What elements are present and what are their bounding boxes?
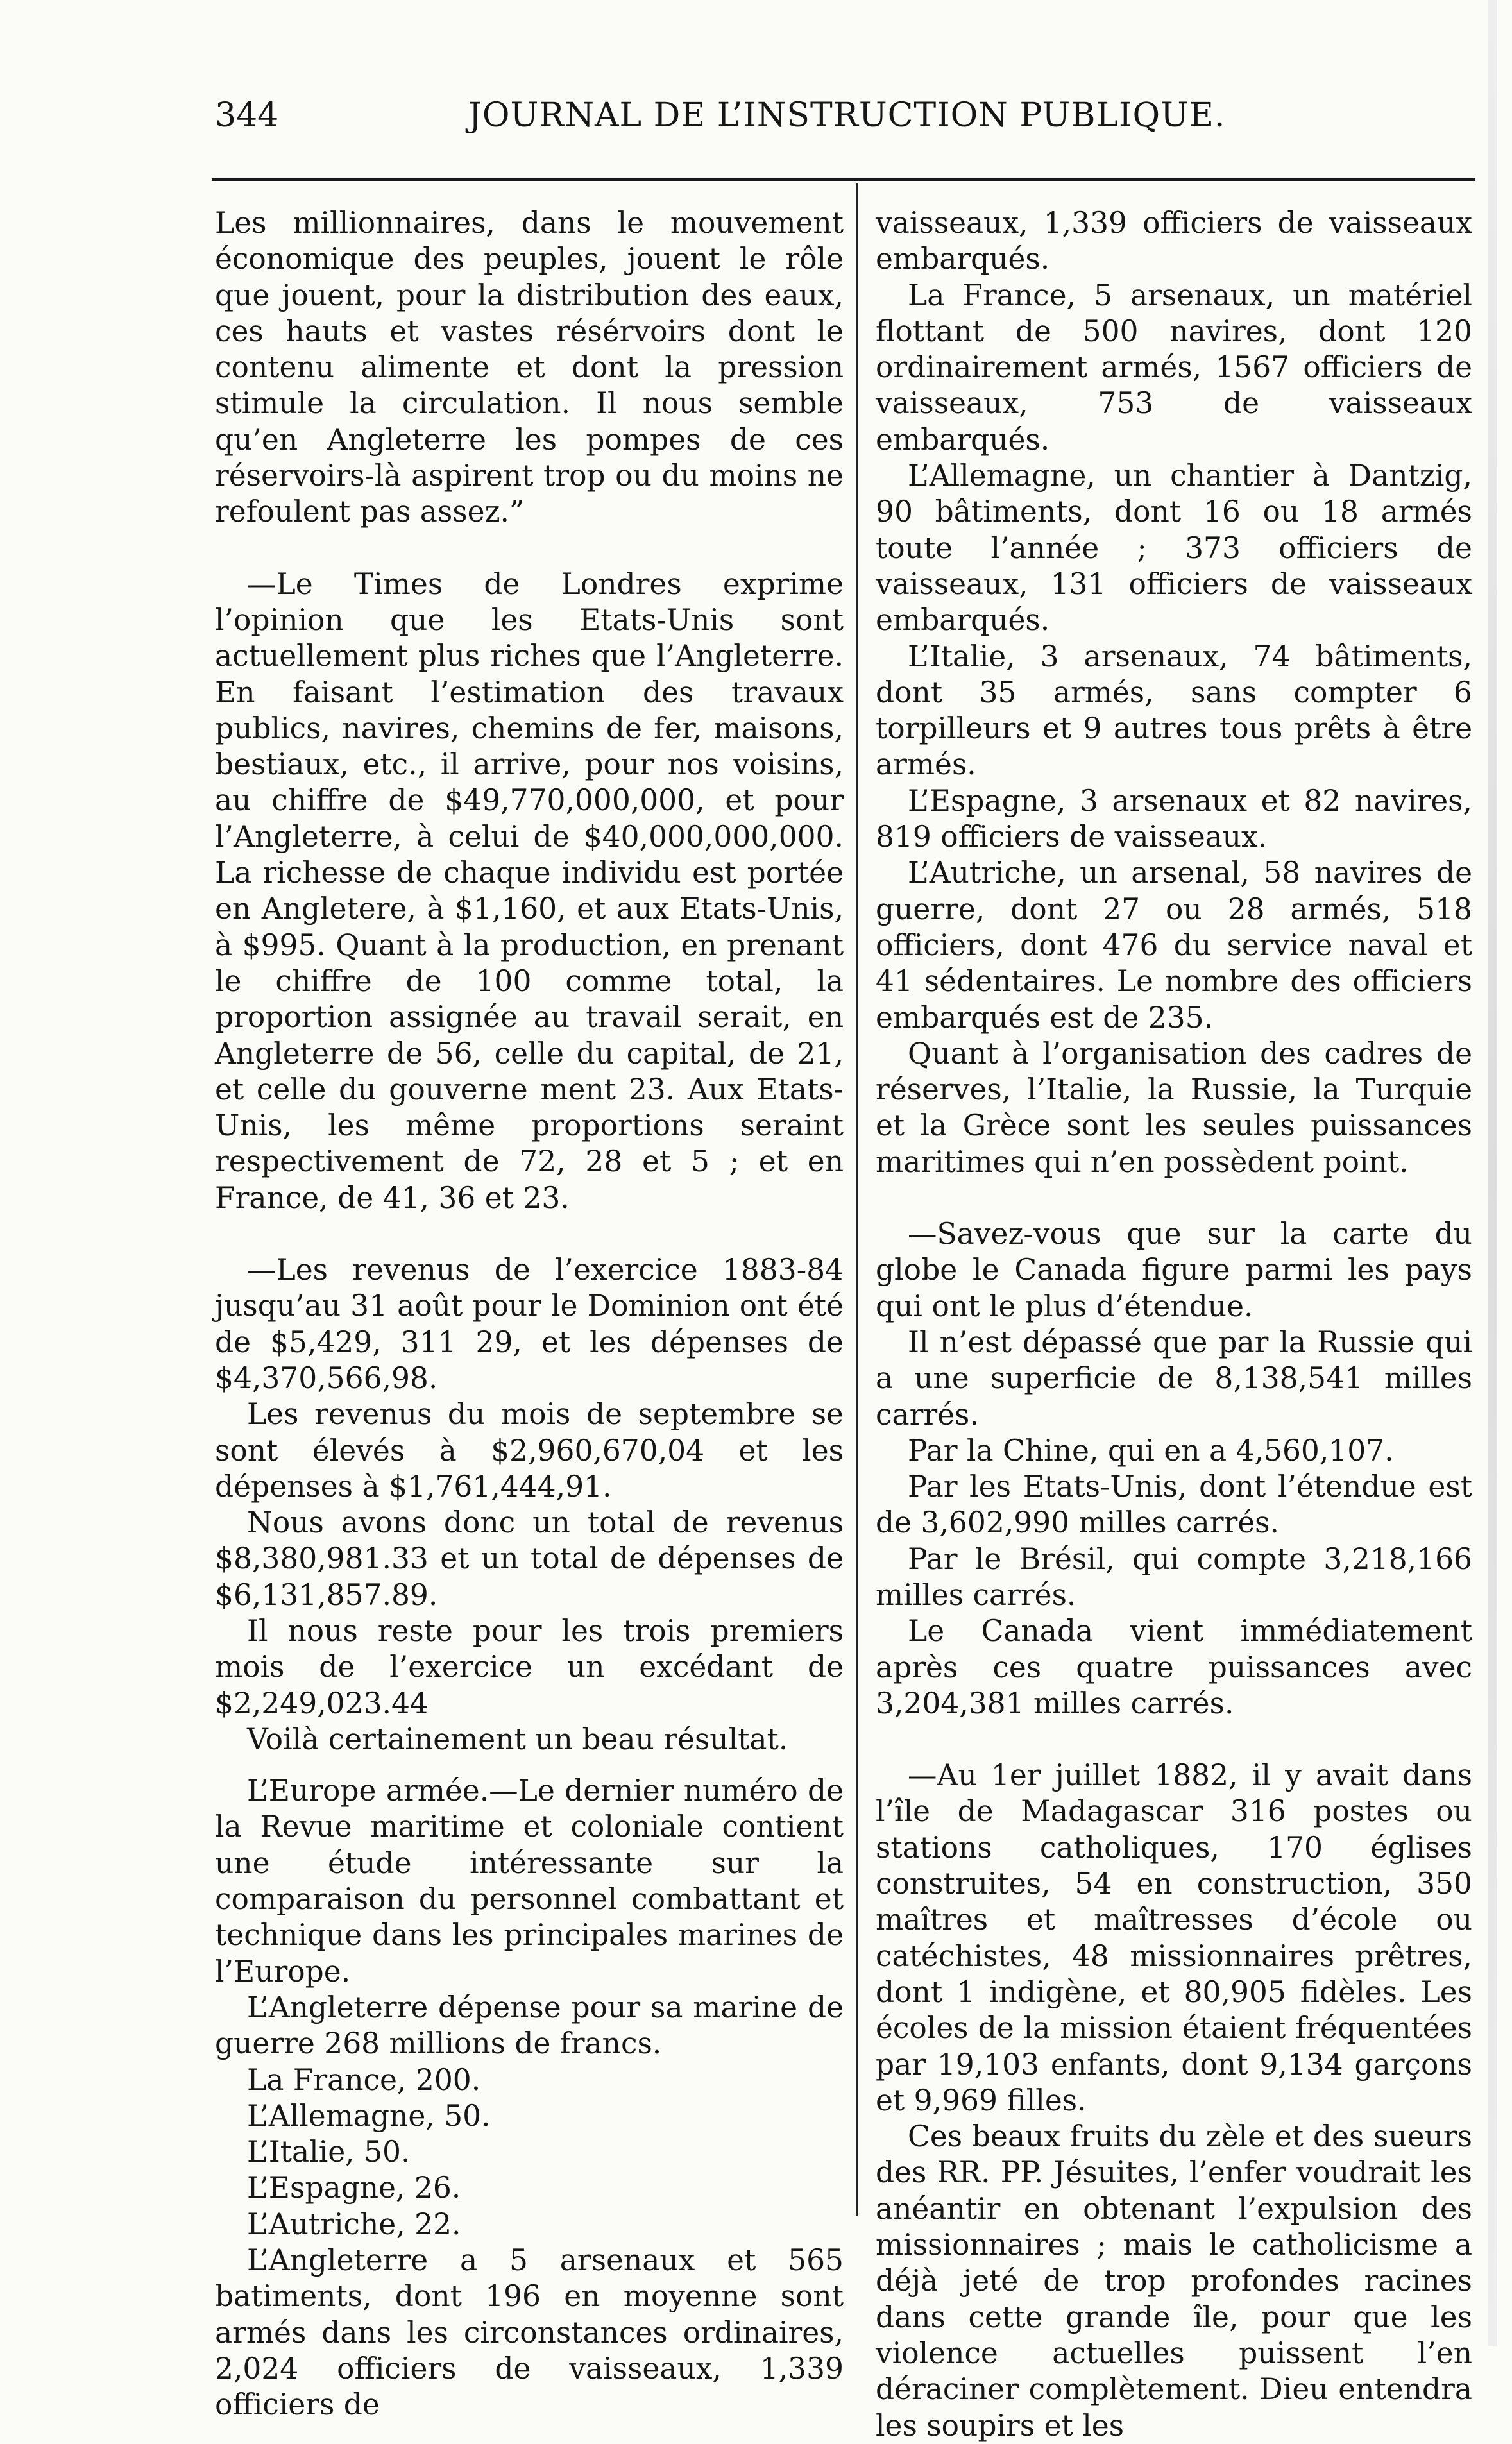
journal-title: JOURNAL DE L’INSTRUCTION PUBLIQUE. <box>468 96 1226 135</box>
paragraph: Les millionnaires, dans le mouvement économique des peuples, jouent le rôle que jouent, pour la distribution des eaux, ces hauts et vastes résérvoirs dont le contenu alimente et dont la pression stimule la circulation. Il nous semble qu’en Angleterre les pompes de ces réservoirs-là aspirent trop ou du moins ne refoulent pas assez.” <box>215 206 844 529</box>
list-item: L’Italie, 50. <box>247 2135 411 2169</box>
paragraph: —Les revenus de l’exercice 1883-84 jusqu’au 31 août pour le Dominion ont été de $5,429, 311 29, et les dépenses de $4,370,566,98. <box>215 1253 844 1395</box>
page-number: 344 <box>215 96 279 135</box>
column-divider <box>856 183 858 2216</box>
paragraph: L’Angleterre dépense pour sa marine de guerre 268 millions de francs. <box>215 1990 844 2061</box>
paragraph: L’Angleterre a 5 arsenaux et 565 batiments, dont 196 en moyenne sont armés dans les circonstances ordinaires, 2,024 officiers de vaisseaux, 1,339 officiers de <box>215 2243 844 2422</box>
paragraph: —Au 1er juillet 1882, il y avait dans l’île de Madagascar 316 postes ou stations catholiques, 170 églises construites, 54 en construction, 350 maîtres et maîtresses d’école ou catéchistes, 48 missionnaires prêtres, dont 1 indigène, et 80,905 fidèles. Les écoles de la mission étaient fréquentées par 19,103 enfants, dont 9,134 garçons et 9,969 filles. <box>876 1758 1472 2117</box>
page-edge-shadow <box>1488 0 1497 2346</box>
paragraph: Nous avons donc un total de revenus $8,380,981.33 et un total de dépenses de $6,131,857.89. <box>215 1506 844 1612</box>
paragraph: L’Autriche, un arsenal, 58 navires de guerre, dont 27 ou 28 armés, 518 officiers, dont 476 du service naval et 41 sédentaires. Le nombre des officiers embarqués est de 235. <box>876 856 1472 1035</box>
right-column <box>876 205 1472 2444</box>
paragraph: La France, 5 arsenaux, un matériel flottant de 500 navires, dont 120 ordinairement armés, 1567 officiers de vaisseaux, 753 de vaisseaux embarqués. <box>876 278 1472 457</box>
list-item: L’Autriche, 22. <box>247 2207 461 2241</box>
header-rule <box>212 178 1475 181</box>
paragraph: L’Italie, 3 arsenaux, 74 bâtiments, dont 35 armés, sans compter 6 torpilleurs et 9 autres tous prêts à être armés. <box>876 639 1472 782</box>
paragraph: Par la Chine, qui en a 4,560,107. <box>908 1433 1394 1468</box>
paragraph: Il nous reste pour les trois premiers mois de l’exercice un excédant de $2,249,023.44 <box>215 1613 844 1720</box>
list-item: La France, 200. <box>247 2062 481 2097</box>
list-item: L’Allemagne, 50. <box>247 2098 491 2133</box>
paragraph: —Savez-vous que sur la carte du globe le Canada figure parmi les pays qui ont le plus d’étendue. <box>876 1217 1472 1323</box>
paragraph: L’Europe armée.—Le dernier numéro de la Revue maritime et coloniale contient une étude intéressante sur la comparaison du personnel combattant et technique dans les principales marines de l’Europe. <box>215 1774 844 1989</box>
paragraph: L’Espagne, 3 arsenaux et 82 navires, 819 officiers de vaisseaux. <box>876 783 1472 854</box>
paragraph: Voilà certainement un beau résultat. <box>247 1722 788 1756</box>
running-header <box>215 96 1254 148</box>
paragraph: L’Allemagne, un chantier à Dantzig, 90 bâtiments, dont 16 ou 18 armés toute l’année ; 373 officiers de vaisseaux, 131 officiers de vaisseaux embarqués. <box>876 459 1472 638</box>
left-column <box>215 205 844 2423</box>
list-item: L’Espagne, 26. <box>247 2171 461 2205</box>
paragraph: vaisseaux, 1,339 officiers de vaisseaux embarqués. <box>876 206 1472 276</box>
paragraph: Il n’est dépassé que par la Russie qui a une superficie de 8,138,541 milles carrés. <box>876 1325 1472 1432</box>
paragraph: Ces beaux fruits du zèle et des sueurs des RR. PP. Jésuites, l’enfer voudrait les anéantir en obtenant l’expulsion des missionnaires ; mais le catholicisme a déjà jeté de trop profondes racines dans cette grande île, pour que les violence actuelles puissent l’en déraciner complètement. Dieu entendra les soupirs et les <box>876 2119 1472 2443</box>
paragraph: Les revenus du mois de septembre se sont élevés à $2,960,670,04 et les dépenses à $1,761,444,91. <box>215 1397 844 1504</box>
paragraph: —Le Times de Londres exprime l’opinion que les Etats-Unis sont actuellement plus riches que l’Angleterre. En faisant l’estimation des travaux publics, navires, chemins de fer, maisons, bestiaux, etc., il arrive, pour nos voisins, au chiffre de $49,770,000,000, et pour l’Angleterre, à celui de $40,000,000,000. La richesse de chaque individu est portée en Angletere, à $1,160, et aux Etats-Unis, à $995. Quant à la production, en prenant le chiffre de 100 comme total, la proportion assignée au travail serait, en Angleterre de 56, celle du capital, de 21, et celle du gouverne ment 23. Aux Etats-Unis, les même proportions seraint respectivement de 72, 28 et 5 ; et en France, de 41, 36 et 23. <box>215 566 844 1215</box>
paragraph: Par le Brésil, qui compte 3,218,166 milles carrés. <box>876 1541 1472 1612</box>
paragraph: Par les Etats-Unis, dont l’étendue est de 3,602,990 milles carrés. <box>876 1470 1472 1540</box>
paragraph: Quant à l’organisation des cadres de réserves, l’Italie, la Russie, la Turquie et la Grèce sont les seules puissances maritimes qui n’en possèdent point. <box>876 1036 1472 1179</box>
paragraph: Le Canada vient immédiatement après ces quatre puissances avec 3,204,381 milles carrés. <box>876 1614 1472 1720</box>
